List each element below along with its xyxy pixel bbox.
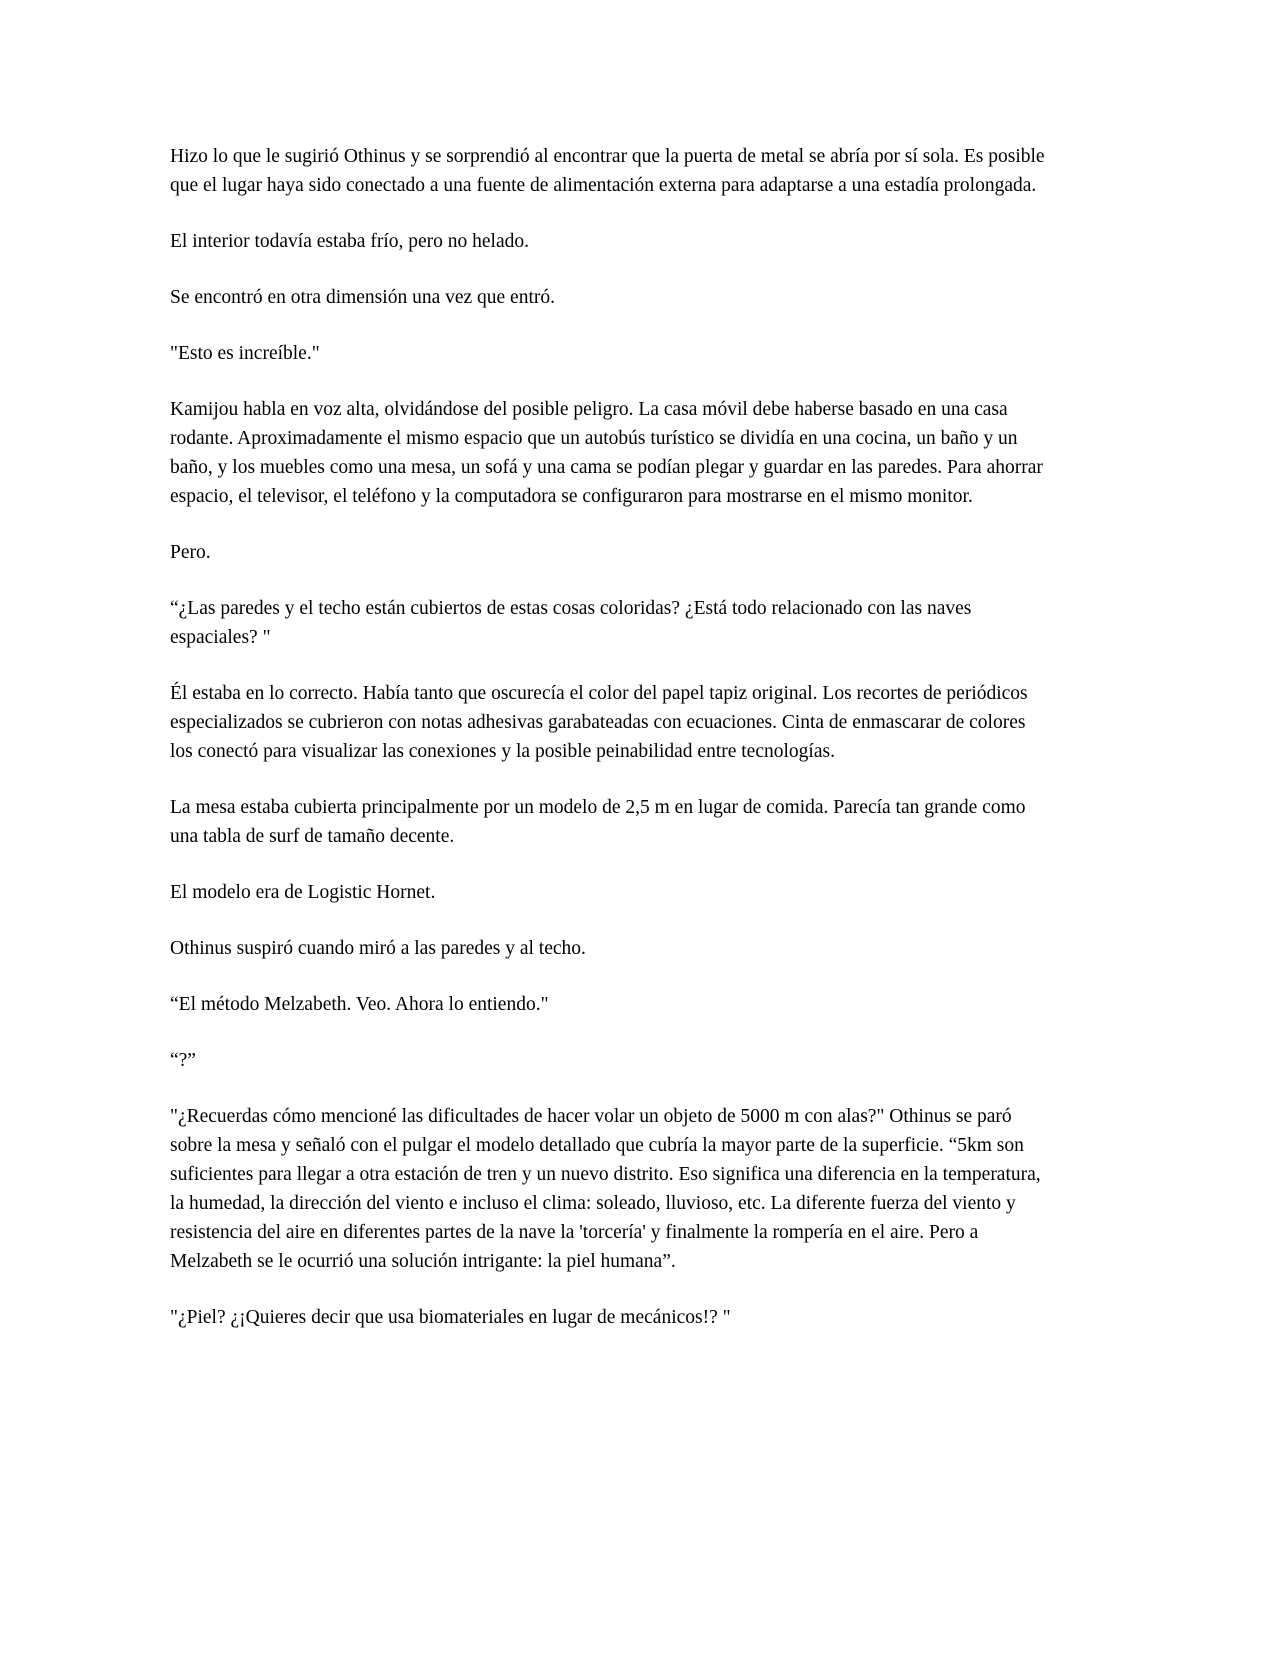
paragraph: Él estaba en lo correcto. Había tanto que oscurecía el color del papel tapiz original. Los recortes de periódicos especializados se cubrieron con notas adhesivas garabateadas con ecuaciones. Cinta de enmascarar de colores los conectó para visualizar las conexiones y la posible peinabilidad entre tecnologías. [170,683,1028,762]
paragraph: “El método Melzabeth. Veo. Ahora lo entiendo." [170,994,549,1015]
paragraph: “¿Las paredes y el techo están cubiertos de estas cosas coloridas? ¿Está todo relacionado con las naves espaciales? " [170,598,972,648]
paragraph: Hizo lo que le sugirió Othinus y se sorprendió al encontrar que la puerta de metal se abría por sí sola. Es posible que el lugar haya sido conectado a una fuente de alimentación externa para adaptarse a una estadía prolongada. [170,146,1045,196]
paragraph: Pero. [170,542,211,563]
paragraph: El interior todavía estaba frío, pero no helado. [170,231,529,252]
paragraph: "Esto es increíble." [170,343,320,364]
paragraph: Se encontró en otra dimensión una vez que entró. [170,287,556,308]
paragraph: "¿Piel? ¿¡Quieres decir que usa biomateriales en lugar de mecánicos!? " [170,1307,731,1328]
paragraph: "¿Recuerdas cómo mencioné las dificultades de hacer volar un objeto de 5000 m con alas?" Othinus se paró sobre la mesa y señaló con el pulgar el modelo detallado que cubría la mayor parte de la superficie. “5km son suficientes para llegar a otra estación de tren y un nuevo distrito. Eso significa una diferencia en la temperatura, la humedad, la dirección del viento e incluso el clima: soleado, lluvioso, etc. La diferente fuerza del viento y resistencia del aire en diferentes partes de la nave la 'torcería' y finalmente la rompería en el aire. Pero a Melzabeth se le ocurrió una solución intrigante: la piel humana”. [170,1106,1041,1272]
paragraph: El modelo era de Logistic Hornet. [170,882,436,903]
paragraph: La mesa estaba cubierta principalmente por un modelo de 2,5 m en lugar de comida. Parecía tan grande como una tabla de surf de tamaño decente. [170,797,1026,847]
paragraph: “?” [170,1050,196,1071]
paragraph: Othinus suspiró cuando miró a las paredes y al techo. [170,938,586,959]
paragraph: Kamijou habla en voz alta, olvidándose del posible peligro. La casa móvil debe haberse basado en una casa rodante. Aproximadamente el mismo espacio que un autobús turístico se dividía en una cocina, un baño y un baño, y los muebles como una mesa, un sofá y una cama se podían plegar y guardar en las paredes. Para ahorrar espacio, el televisor, el teléfono y la computadora se configuraron para mostrarse en el mismo monitor. [170,399,1043,507]
